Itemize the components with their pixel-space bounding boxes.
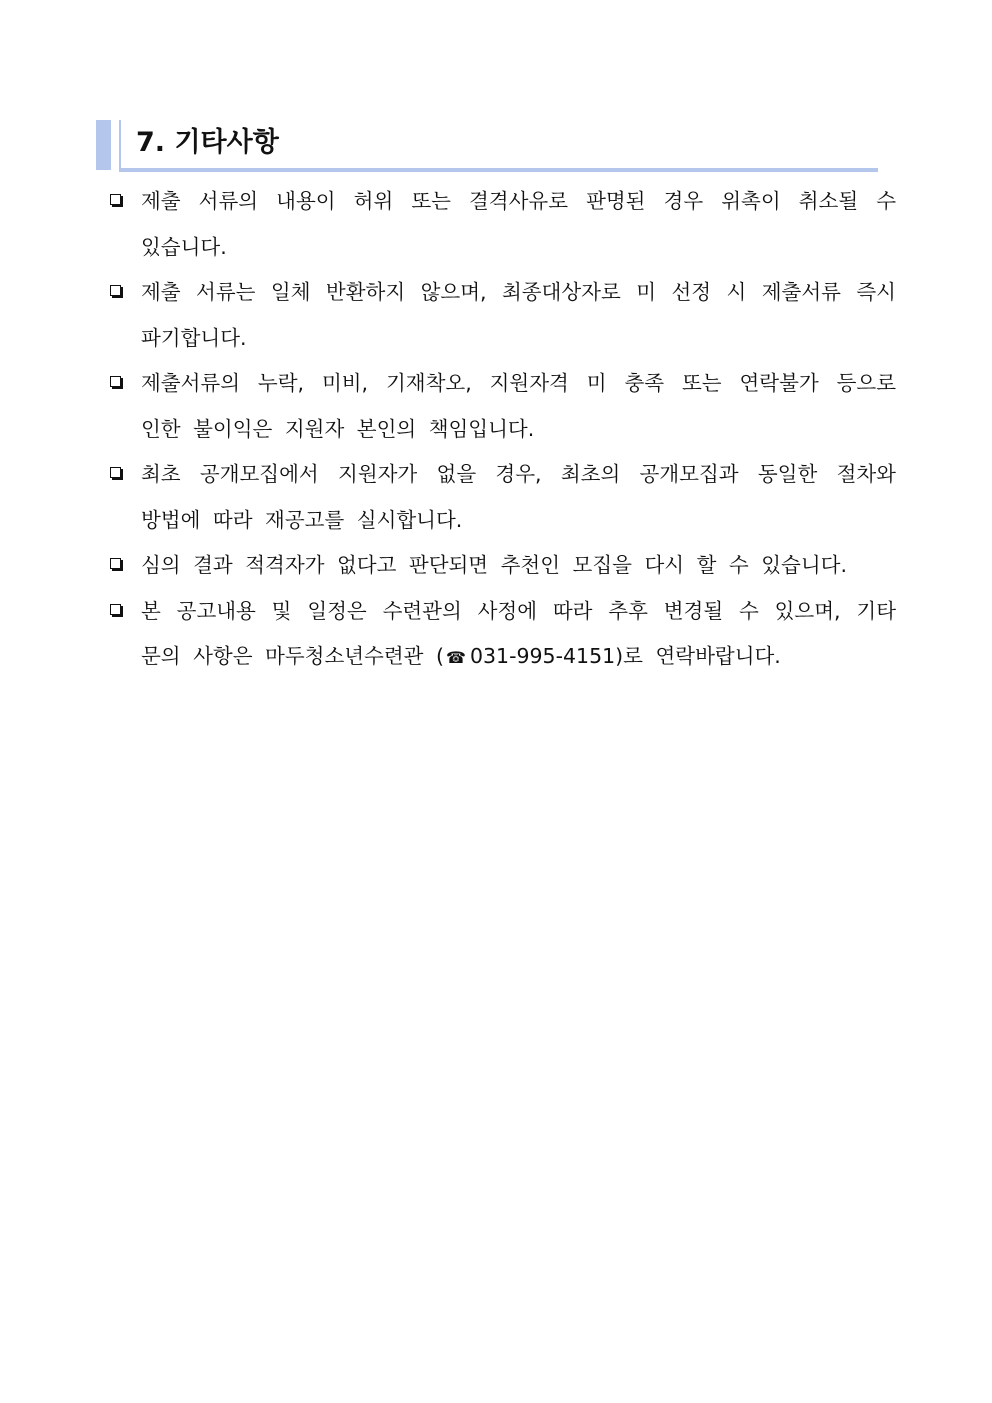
notice-item — [106, 361, 896, 452]
notice-text: 제출서류의 누락, 미비, 기재착오, 지원자격 미 충족 또는 연락불가 등으로 인한 불이익은 지원자 본인의 책임입니다. — [141, 371, 896, 441]
checkbox-bullet-icon — [110, 467, 121, 478]
notice-item — [106, 179, 896, 270]
checkbox-bullet-icon — [110, 194, 121, 205]
notice-item — [106, 270, 896, 361]
contact-notice-item — [106, 589, 896, 681]
notice-text: 최초 공개모집에서 지원자가 없을 경우, 최초의 공개모집과 동일한 절차와 방법에 따라 재공고를 실시합니다. — [141, 462, 896, 532]
section-header — [96, 118, 878, 174]
notice-text: 제출 서류의 내용이 허위 또는 결격사유로 판명된 경우 위촉이 취소될 수 있습니다. — [141, 189, 896, 259]
checkbox-bullet-icon — [110, 376, 121, 387]
contact-text-before: 본 공고내용 및 일정은 수련관의 사정에 따라 추후 변경될 수 있으며, 기타 문의 사항은 마두청소년수련관 ( — [141, 598, 896, 668]
notice-item — [106, 543, 896, 589]
contact-text-after: )로 연락바랍니다. — [615, 644, 781, 668]
checkbox-bullet-icon — [110, 558, 121, 569]
section-accent-bar — [96, 120, 111, 170]
checkbox-bullet-icon — [110, 604, 121, 615]
notice-text: 제출 서류는 일체 반환하지 않으며, 최종대상자로 미 선정 시 제출서류 즉시 파기합니다. — [141, 280, 896, 350]
contact-phone-number: 031-995-4151 — [469, 644, 616, 668]
notice-text: 심의 결과 적격자가 없다고 판단되면 추천인 모집을 다시 할 수 있습니다. — [141, 553, 847, 577]
section-title: 7. 기타사항 — [136, 127, 279, 158]
section-title-underline — [119, 168, 878, 172]
notice-item — [106, 452, 896, 543]
telephone-icon: ☎ — [446, 648, 466, 667]
notice-list — [106, 179, 896, 681]
checkbox-bullet-icon — [110, 285, 121, 296]
section-title-border-left — [119, 120, 121, 172]
